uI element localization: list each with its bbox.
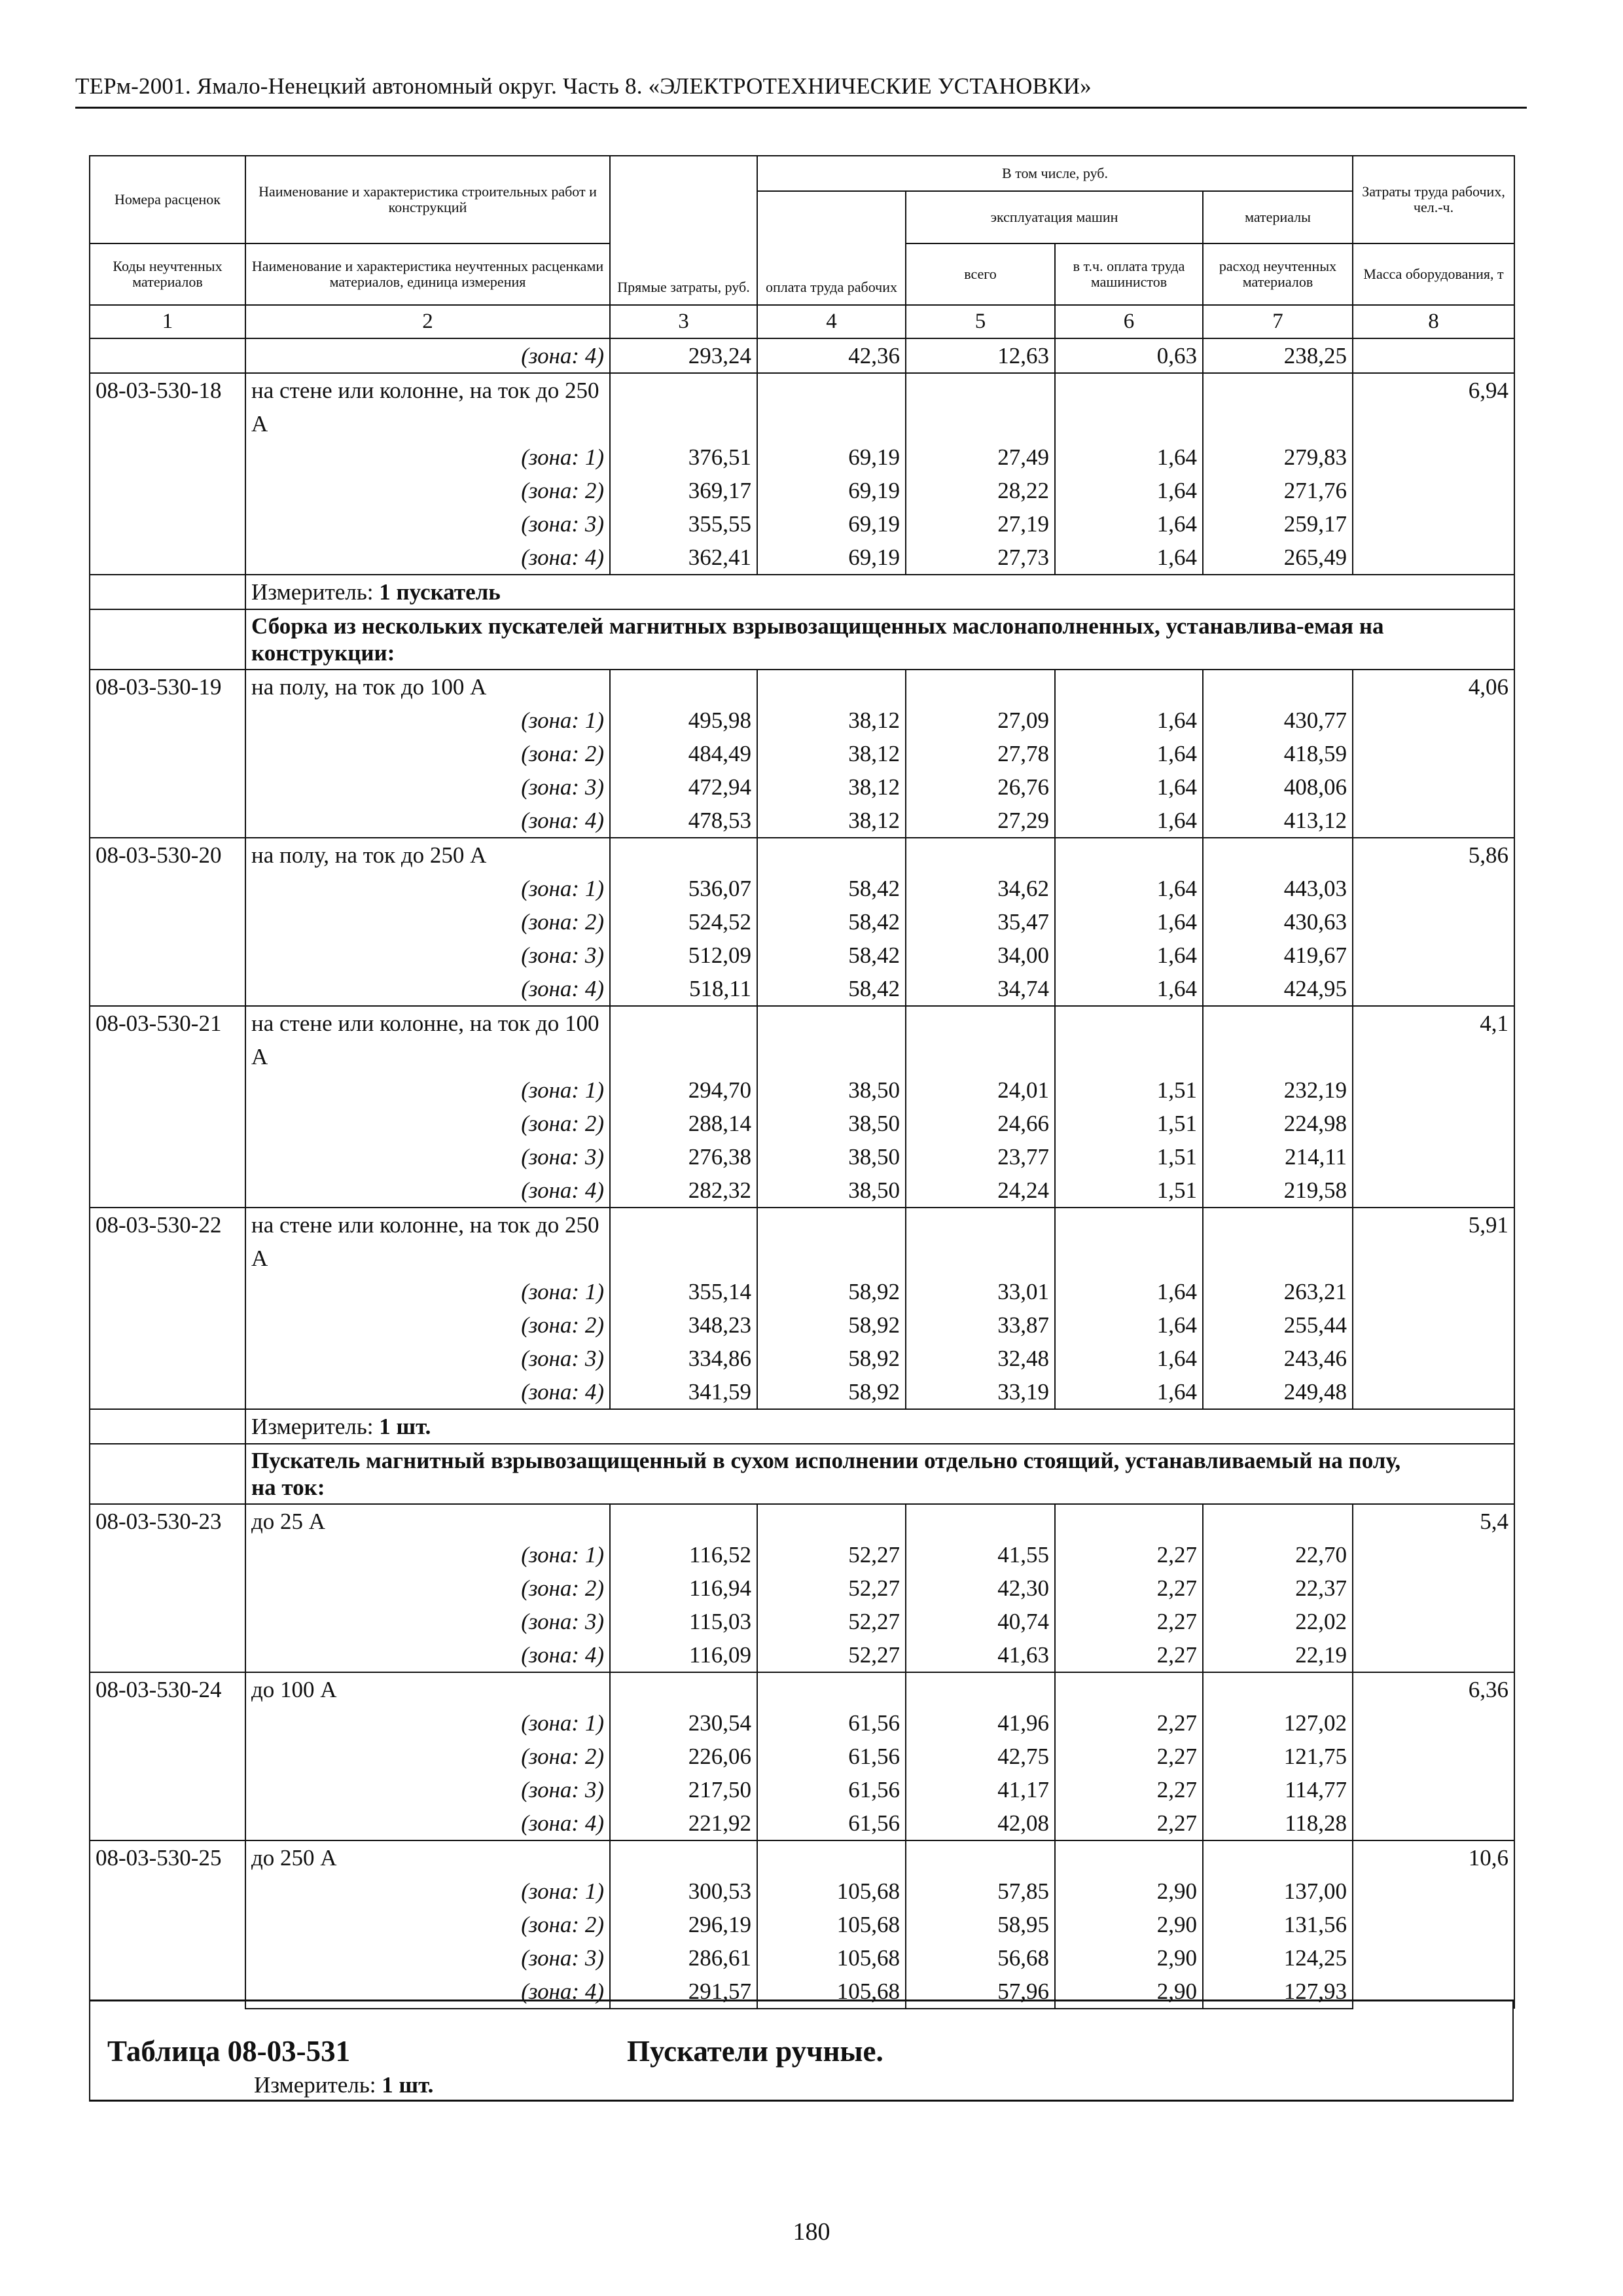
zone-row: (зона: 4) 478,53 38,12 27,29 1,64 413,12 bbox=[90, 804, 1514, 838]
col-code-top: Номера расценок bbox=[90, 156, 245, 243]
header-rule bbox=[75, 107, 1527, 109]
zone-row: (зона: 3) 355,55 69,19 27,19 1,64 259,17 bbox=[90, 507, 1514, 541]
operator-pay: 0,63 bbox=[1055, 338, 1203, 373]
next-table-number: Таблица 08-03-531 bbox=[107, 2035, 351, 2068]
zone-row: (зона: 3) 472,94 38,12 26,76 1,64 408,06 bbox=[90, 770, 1514, 804]
zone-row: (зона: 4) 282,32 38,50 24,24 1,51 219,58 bbox=[90, 1174, 1514, 1208]
rate-code: 08-03-530-20 bbox=[90, 838, 245, 1006]
section-row bbox=[90, 609, 1514, 670]
labor-pay: 42,36 bbox=[757, 338, 906, 373]
equip-mass: 6,36 bbox=[1353, 1672, 1514, 1840]
zone-row: (зона: 3) 286,61 105,68 56,68 2,90 124,25 bbox=[90, 1941, 1514, 1975]
running-header: ТЕРм-2001. Ямало-Ненецкий автономный округ. Часть 8. «ЭЛЕКТРОТЕХНИЧЕСКИЕ УСТАНОВКИ» bbox=[75, 73, 1092, 99]
col-machines-total: всего bbox=[906, 243, 1055, 305]
materials: 238,25 bbox=[1203, 338, 1353, 373]
rate-name: на полу, на ток до 250 А bbox=[245, 838, 610, 872]
section-title: Сборка из нескольких пускателей магнитных взрывозащищенных маслонаполненных, устанавлива-емая на конструкции: bbox=[245, 609, 1514, 670]
zone-row: (зона: 4) 116,09 52,27 41,63 2,27 22,19 bbox=[90, 1638, 1514, 1672]
measure-unit: 1 шт. bbox=[379, 1414, 431, 1439]
rate-name: до 100 А bbox=[245, 1672, 610, 1706]
col-direct: Прямые затраты, руб. bbox=[610, 156, 757, 305]
col-number: 4 bbox=[757, 305, 906, 338]
rate-row bbox=[90, 1504, 1514, 1538]
measure-unit: 1 пускатель bbox=[379, 579, 501, 605]
rate-name: на стене или колонне, на ток до 100 А bbox=[245, 1006, 610, 1073]
rate-code: 08-03-530-18 bbox=[90, 373, 245, 575]
zone-row: (зона: 1) 294,70 38,50 24,01 1,51 232,19 bbox=[90, 1073, 1514, 1107]
rate-code: 08-03-530-21 bbox=[90, 1006, 245, 1208]
equip-mass: 4,06 bbox=[1353, 670, 1514, 838]
direct-cost: 293,24 bbox=[610, 338, 757, 373]
col-materials-use: расход неучтенных материалов bbox=[1203, 243, 1353, 305]
rate-row bbox=[90, 1840, 1514, 1874]
col-number: 3 bbox=[610, 305, 757, 338]
section-title: Пускатель магнитный взрывозащищенный в сухом исполнении отдельно стоящий, устанавливаемый на полу, на ток: bbox=[245, 1444, 1514, 1504]
zone-row: (зона: 4) 221,92 61,56 42,08 2,27 118,28 bbox=[90, 1806, 1514, 1840]
zone-row: (зона: 2) 348,23 58,92 33,87 1,64 255,44 bbox=[90, 1308, 1514, 1342]
zone-row: (зона: 2) 369,17 69,19 28,22 1,64 271,76 bbox=[90, 474, 1514, 507]
zone-label: (зона: 4) bbox=[245, 338, 610, 373]
zone-row: (зона: 3) 334,86 58,92 32,48 1,64 243,46 bbox=[90, 1342, 1514, 1375]
rate-code: 08-03-530-25 bbox=[90, 1840, 245, 2009]
rate-row bbox=[90, 838, 1514, 872]
col-incl: В том числе, руб. bbox=[757, 156, 1353, 191]
zone-row: (зона: 1) 355,14 58,92 33,01 1,64 263,21 bbox=[90, 1275, 1514, 1308]
measure-label: Измеритель: bbox=[251, 1414, 380, 1439]
col-number: 6 bbox=[1055, 305, 1203, 338]
rate-name: до 250 А bbox=[245, 1840, 610, 1874]
col-code-bottom: Коды неучтенных материалов bbox=[90, 243, 245, 305]
measure-unit: 1 шт. bbox=[382, 2072, 434, 2098]
equip-mass: 5,4 bbox=[1353, 1504, 1514, 1672]
col-machines: эксплуатация машин bbox=[906, 191, 1203, 243]
col-number: 8 bbox=[1353, 305, 1514, 338]
zone-row: (зона: 4) 362,41 69,19 27,73 1,64 265,49 bbox=[90, 541, 1514, 575]
page-number: 180 bbox=[793, 2218, 830, 2246]
col-labor-pay: оплата труда рабочих bbox=[757, 191, 906, 305]
rate-code: 08-03-530-23 bbox=[90, 1504, 245, 1672]
equip-mass: 10,6 bbox=[1353, 1840, 1514, 2009]
next-table-title: Пускатели ручные. bbox=[627, 2035, 883, 2068]
measure-label: Измеритель: bbox=[251, 579, 380, 605]
zone-row: (зона: 2) 524,52 58,42 35,47 1,64 430,63 bbox=[90, 905, 1514, 939]
equip-mass: 5,86 bbox=[1353, 838, 1514, 1006]
zone-row: (зона: 1) 300,53 105,68 57,85 2,90 137,00 bbox=[90, 1874, 1514, 1908]
zone-row: (зона: 1) 376,51 69,19 27,49 1,64 279,83 bbox=[90, 440, 1514, 474]
zone-row: (зона: 2) 226,06 61,56 42,75 2,27 121,75 bbox=[90, 1740, 1514, 1773]
col-operator-pay: в т.ч. оплата труда машинистов bbox=[1055, 243, 1203, 305]
measure-label: Измеритель: bbox=[254, 2072, 382, 2098]
zone-row: (зона: 3) 276,38 38,50 23,77 1,51 214,11 bbox=[90, 1140, 1514, 1174]
rates-table bbox=[89, 155, 1515, 2009]
section-row bbox=[90, 1444, 1514, 1504]
next-table-measure bbox=[254, 2072, 433, 2098]
rate-code: 08-03-530-24 bbox=[90, 1672, 245, 1840]
col-name-bottom: Наименование и характеристика неучтенных расценками материалов, единица измерения bbox=[245, 243, 610, 305]
zone-row: (зона: 4) 291,57 105,68 57,96 2,90 127,93 bbox=[90, 1975, 1514, 2009]
rate-name: на стене или колонне, на ток до 250 А bbox=[245, 373, 610, 440]
rate-row bbox=[90, 373, 1514, 440]
col-materials: материалы bbox=[1203, 191, 1353, 243]
col-number: 5 bbox=[906, 305, 1055, 338]
rate-code: 08-03-530-19 bbox=[90, 670, 245, 838]
zone-row: (зона: 3) 512,09 58,42 34,00 1,64 419,67 bbox=[90, 939, 1514, 972]
col-equip-mass: Масса оборудования, т bbox=[1353, 243, 1514, 305]
zone-row: (зона: 4) 341,59 58,92 33,19 1,64 249,48 bbox=[90, 1375, 1514, 1409]
rate-name: на стене или колонне, на ток до 250 А bbox=[245, 1208, 610, 1275]
zone-row: (зона: 2) 288,14 38,50 24,66 1,51 224,98 bbox=[90, 1107, 1514, 1140]
rate-name: до 25 А bbox=[245, 1504, 610, 1538]
col-number: 2 bbox=[245, 305, 610, 338]
measure-row bbox=[90, 575, 1514, 609]
zone-row: (зона: 4) 518,11 58,42 34,74 1,64 424,95 bbox=[90, 972, 1514, 1006]
col-labor-cost: Затраты труда рабочих, чел.-ч. bbox=[1353, 156, 1514, 243]
zone-row: (зона: 1) 230,54 61,56 41,96 2,27 127,02 bbox=[90, 1706, 1514, 1740]
col-name-top: Наименование и характеристика строительных работ и конструкций bbox=[245, 156, 610, 243]
rate-row bbox=[90, 1672, 1514, 1706]
zone-row: (зона: 1) 495,98 38,12 27,09 1,64 430,77 bbox=[90, 704, 1514, 737]
zone-row: (зона: 2) 116,94 52,27 42,30 2,27 22,37 bbox=[90, 1571, 1514, 1605]
next-table-header bbox=[89, 2000, 1514, 2102]
zone-row: (зона: 2) 296,19 105,68 58,95 2,90 131,56 bbox=[90, 1908, 1514, 1941]
rate-code: 08-03-530-22 bbox=[90, 1208, 245, 1409]
equip-mass: 5,91 bbox=[1353, 1208, 1514, 1409]
measure-row bbox=[90, 1409, 1514, 1444]
table-row bbox=[90, 338, 1514, 373]
zone-row: (зона: 1) 116,52 52,27 41,55 2,27 22,70 bbox=[90, 1538, 1514, 1571]
rate-row bbox=[90, 1006, 1514, 1073]
col-number: 7 bbox=[1203, 305, 1353, 338]
equip-mass: 6,94 bbox=[1353, 373, 1514, 575]
zone-row: (зона: 2) 484,49 38,12 27,78 1,64 418,59 bbox=[90, 737, 1514, 770]
rate-row bbox=[90, 670, 1514, 704]
zone-row: (зона: 3) 115,03 52,27 40,74 2,27 22,02 bbox=[90, 1605, 1514, 1638]
zone-row: (зона: 3) 217,50 61,56 41,17 2,27 114,77 bbox=[90, 1773, 1514, 1806]
equip-mass: 4,1 bbox=[1353, 1006, 1514, 1208]
zone-row: (зона: 1) 536,07 58,42 34,62 1,64 443,03 bbox=[90, 872, 1514, 905]
col-number: 1 bbox=[90, 305, 245, 338]
machines-total: 12,63 bbox=[906, 338, 1055, 373]
rate-name: на полу, на ток до 100 А bbox=[245, 670, 610, 704]
rate-row bbox=[90, 1208, 1514, 1275]
